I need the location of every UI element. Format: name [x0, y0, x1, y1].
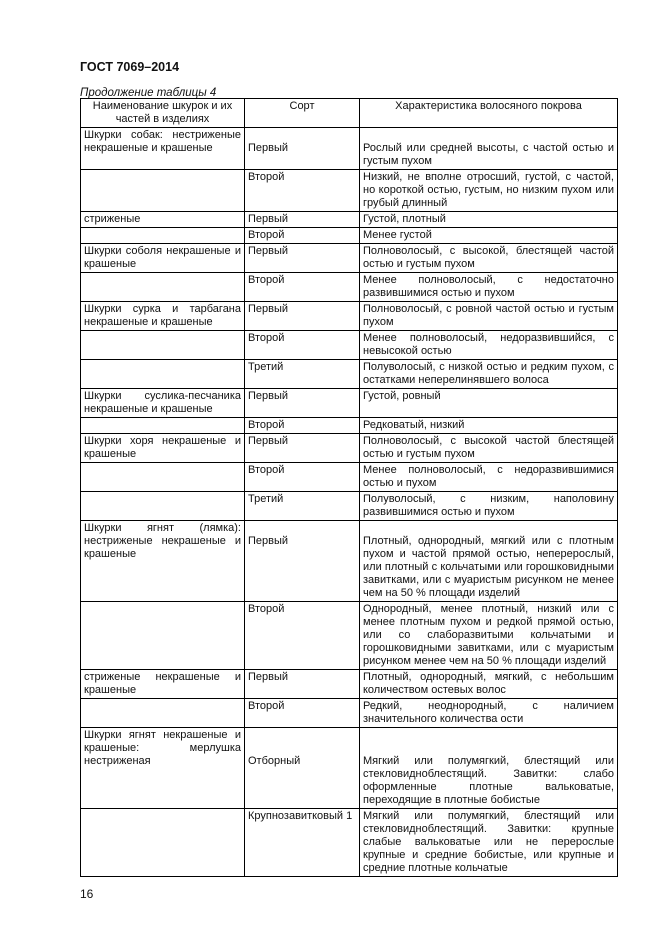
- grade-cell: Первый: [245, 389, 360, 418]
- name-cell: Шкурки ягнят (лямка): нестриженые некрашеные и крашеные: [81, 521, 245, 602]
- grade-cell: Первый: [245, 212, 360, 228]
- description-cell: Мягкий или полумягкий, блестящий или стекловидноблестящий. Завитки: крупные слабые вальковатые или не перерослые крупные и средние бобистые, или крупные и средние плотные кольчатые: [360, 809, 618, 877]
- name-cell: Шкурки хоря некрашеные и крашеные: [81, 434, 245, 463]
- table-row: [81, 244, 618, 273]
- grade-cell: Второй: [245, 463, 360, 492]
- characteristics-table: [80, 98, 618, 877]
- grade-cell: Второй: [245, 331, 360, 360]
- grade-cell: Третий: [245, 492, 360, 521]
- grade-cell: Второй: [245, 228, 360, 244]
- name-cell: [81, 809, 245, 877]
- table-row: [81, 434, 618, 463]
- grade-cell: [245, 728, 360, 809]
- table-row: [81, 128, 618, 170]
- description-cell: [360, 128, 618, 170]
- name-cell: [81, 699, 245, 728]
- table-row: [81, 463, 618, 492]
- table-row: [81, 212, 618, 228]
- column-header-name: Наименование шкурок и их частей в изделиях: [81, 99, 245, 128]
- description-cell: Полноволосый, с высокой, блестящей частой остью и густым пухом: [360, 244, 618, 273]
- column-header-description: Характеристика волосяного покрова: [360, 99, 618, 128]
- table-row: [81, 809, 618, 877]
- table-row: [81, 521, 618, 602]
- name-cell: [81, 463, 245, 492]
- name-cell: Шкурки соболя некрашеные и крашеные: [81, 244, 245, 273]
- table-row: [81, 331, 618, 360]
- description-text: Рослый или средней высоты, с частой остью и густым пухом: [363, 142, 614, 167]
- name-cell: [81, 360, 245, 389]
- table-row: [81, 492, 618, 521]
- table-row: [81, 670, 618, 699]
- name-cell: стриженые некрашеные и крашеные: [81, 670, 245, 699]
- table-row: [81, 418, 618, 434]
- grade-cell: Первый: [245, 670, 360, 699]
- grade-text: Отборный: [248, 755, 301, 767]
- table-row: [81, 602, 618, 670]
- grade-cell: [245, 521, 360, 602]
- description-cell: Менее полноволосый, с недостаточно развившимися остью и пухом: [360, 273, 618, 302]
- table-header-row: [81, 99, 618, 128]
- name-cell: стриженые: [81, 212, 245, 228]
- description-cell: Полноволосый, с ровной частой остью и густым пухом: [360, 302, 618, 331]
- table-row: [81, 273, 618, 302]
- name-cell: [81, 273, 245, 302]
- name-cell: Шкурки суслика-песчаника некрашеные и крашеные: [81, 389, 245, 418]
- name-cell: Шкурки собак: нестриженые некрашеные и крашеные: [81, 128, 245, 170]
- description-cell: [360, 521, 618, 602]
- grade-cell: Второй: [245, 602, 360, 670]
- description-cell: Плотный, однородный, мягкий, с небольшим количеством остевых волос: [360, 670, 618, 699]
- description-cell: Полуволосый, с низкой остью и редким пухом, с остатками неперелинявшего волоса: [360, 360, 618, 389]
- grade-cell: Третий: [245, 360, 360, 389]
- description-cell: Редковатый, низкий: [360, 418, 618, 434]
- description-cell: [360, 728, 618, 809]
- table-caption: Продолжение таблицы 4: [80, 87, 217, 99]
- grade-cell: Второй: [245, 699, 360, 728]
- description-cell: Полуволосый, с низким, наполовину развившимися остью и пухом: [360, 492, 618, 521]
- description-cell: Густой, плотный: [360, 212, 618, 228]
- description-text: Мягкий или полумягкий, блестящий или стекловидноблестящий. Завитки: слабо оформленные плотные вальковатые, переходящие в плотные бобистые: [363, 755, 614, 806]
- grade-cell: Первый: [245, 302, 360, 331]
- description-cell: Менее полноволосый, недоразвившийся, с невысокой остью: [360, 331, 618, 360]
- grade-cell: Второй: [245, 273, 360, 302]
- name-cell: [81, 228, 245, 244]
- description-cell: Менее густой: [360, 228, 618, 244]
- grade-cell: Второй: [245, 418, 360, 434]
- page-number: 16: [80, 887, 94, 901]
- table-row: [81, 699, 618, 728]
- name-cell: Шкурки сурка и тарбагана некрашеные и крашеные: [81, 302, 245, 331]
- grade-text: Первый: [248, 535, 289, 547]
- table-row: [81, 228, 618, 244]
- description-cell: Однородный, менее плотный, низкий или с менее плотным пухом и редкой прямой остью, или со слаборазвитыми кольчатыми и горошковидными завитками, или с муаристым рисунком менее чем на 50 % площади изделий: [360, 602, 618, 670]
- description-cell: Низкий, не вполне отросший, густой, с частой, но короткой остью, густым, но низким пухом или грубый длинный: [360, 170, 618, 212]
- name-cell: [81, 331, 245, 360]
- grade-cell: Второй: [245, 170, 360, 212]
- description-cell: Менее полноволосый, с недоразвившимися остью и пухом: [360, 463, 618, 492]
- grade-cell: Первый: [245, 434, 360, 463]
- grade-cell: Крупнозавитковый 1: [245, 809, 360, 877]
- name-cell: [81, 170, 245, 212]
- grade-cell: Первый: [245, 244, 360, 273]
- name-cell: [81, 492, 245, 521]
- description-cell: Редкий, неоднородный, с наличием значительного количества ости: [360, 699, 618, 728]
- name-cell: [81, 418, 245, 434]
- name-cell: Шкурки ягнят некрашеные и крашеные: мерлушка нестриженая: [81, 728, 245, 809]
- grade-cell: [245, 128, 360, 170]
- name-cell: [81, 602, 245, 670]
- column-header-grade: Сорт: [245, 99, 360, 128]
- description-cell: Полноволосый, с высокой частой блестящей остью и густым пухом: [360, 434, 618, 463]
- table-row: [81, 728, 618, 809]
- table-row: [81, 389, 618, 418]
- grade-text: Первый: [248, 142, 289, 154]
- table-row: [81, 170, 618, 212]
- table-row: [81, 302, 618, 331]
- table-row: [81, 360, 618, 389]
- description-text: Плотный, однородный, мягкий или с плотным пухом и частой прямой остью, неперерослый, или плотный с кольчатыми или горошковидными завитками, или с муаристым рисунком не менее чем на 50 % площади изделий: [363, 535, 614, 599]
- document-header: ГОСТ 7069–2014: [80, 60, 180, 74]
- description-cell: Густой, ровный: [360, 389, 618, 418]
